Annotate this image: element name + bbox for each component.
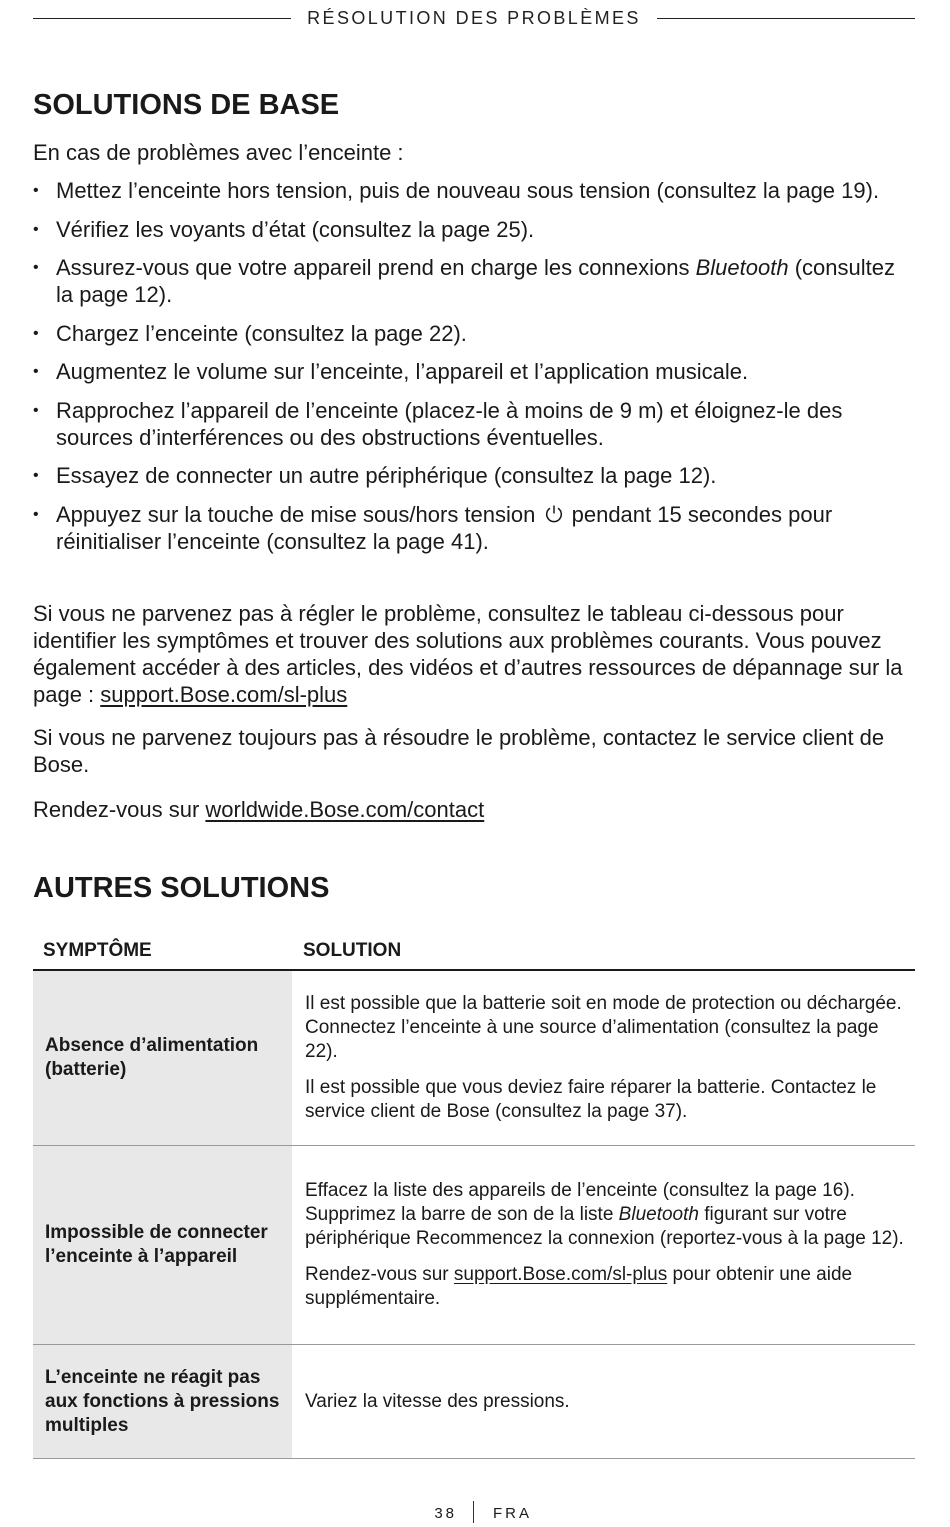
language-code: FRA xyxy=(493,1505,532,1522)
heading-other-solutions: AUTRES SOLUTIONS xyxy=(33,872,330,904)
bluetooth-term: Bluetooth xyxy=(618,1204,699,1225)
list-item xyxy=(33,320,915,347)
basic-solutions-list xyxy=(33,177,915,566)
symptom-cell: Impossible de connecter l’enceinte à l’appareil xyxy=(33,1146,292,1344)
paragraph-help-text: Si vous ne parvenez pas à régler le problème, consultez le tableau ci-dessous pour identifier les symptômes et trouver des solutions aux problèmes courants. Vous pouvez également accéder à des articles, des vidéos et d’autres ressources de dépannage sur la page : xyxy=(33,601,903,707)
solution-cell xyxy=(292,971,915,1145)
list-item xyxy=(33,254,915,308)
section-title: RÉSOLUTION DES PROBLÈMES xyxy=(307,8,641,28)
column-header-symptom: SYMPTÔME xyxy=(43,940,152,961)
symptom-cell: Absence d’alimentation (batterie) xyxy=(33,971,292,1145)
solution-cell xyxy=(292,1345,915,1458)
table-row xyxy=(33,1146,915,1345)
list-item-text: Appuyez sur la touche de mise sous/hors tension xyxy=(56,501,542,527)
table-row xyxy=(33,1345,915,1459)
page-number: 38 xyxy=(434,1505,457,1522)
paragraph-visit xyxy=(33,796,915,823)
solution-text xyxy=(305,1179,915,1251)
list-item-text: Vérifiez les voyants d’état (consultez la page 25). xyxy=(56,216,535,242)
list-item-text: Augmentez le volume sur l’enceinte, l’appareil et l’application musicale. xyxy=(56,359,749,384)
table-header xyxy=(33,933,915,971)
list-item xyxy=(33,462,915,489)
table-row xyxy=(33,971,915,1146)
section-header xyxy=(33,6,915,30)
list-item-text: Chargez l’enceinte (consultez la page 22). xyxy=(56,320,467,346)
heading-basic-solutions: SOLUTIONS DE BASE xyxy=(33,89,340,121)
footer-divider xyxy=(473,1501,474,1523)
list-item xyxy=(33,358,915,385)
contact-link[interactable]: worldwide.Bose.com/contact xyxy=(205,797,485,822)
support-link[interactable]: support.Bose.com/sl-plus xyxy=(100,682,348,707)
support-link[interactable]: support.Bose.com/sl-plus xyxy=(453,1264,668,1285)
list-item-text-end: pendant 15 secondes pour réinitialiser l’enceinte (consultez la page 41). xyxy=(56,501,833,554)
power-icon xyxy=(544,504,564,524)
column-header-solution: SOLUTION xyxy=(303,940,402,961)
solution-text: Variez la vitesse des pressions. xyxy=(305,1390,570,1412)
list-item-text-end: (consultez la page 12). xyxy=(56,255,895,307)
symptom-cell: L’enceinte ne réagit pas aux fonctions à pressions multiples xyxy=(33,1345,292,1458)
solution-text-end: pour obtenir une aide supplémentaire. xyxy=(305,1264,853,1309)
solution-text-start: Effacez la liste des appareils de l’enceinte (consultez la page 16). Supprimez la barre de son de la liste xyxy=(305,1180,855,1225)
page-footer xyxy=(33,1501,915,1527)
intro-text: En cas de problèmes avec l’enceinte : xyxy=(33,140,404,165)
list-item-text: Mettez l’enceinte hors tension, puis de nouveau sous tension (consultez la page 19). xyxy=(56,178,880,203)
list-item xyxy=(33,501,915,555)
bluetooth-term: Bluetooth xyxy=(695,255,789,280)
solution-text: Il est possible que vous deviez faire réparer la batterie. Contactez le service client de Bose (consultez la page 37). xyxy=(305,1077,877,1122)
list-item-text: Essayez de connecter un autre périphérique (consultez la page 12). xyxy=(56,463,717,488)
solution-text: Il est possible que la batterie soit en mode de protection ou déchargée. Connectez l’enceinte à une source d’alimentation (consultez la page 22). xyxy=(305,993,902,1062)
list-item-text: Assurez-vous que votre appareil prend en charge les connexions xyxy=(56,255,696,280)
paragraph-visit-text: Rendez-vous sur xyxy=(33,797,206,822)
solution-text xyxy=(305,1263,915,1311)
list-item xyxy=(33,216,915,243)
list-item xyxy=(33,397,915,451)
list-item-text: Rapprochez l’appareil de l’enceinte (placez-le à moins de 9 m) et éloignez-le des sources d’interférences ou des obstructions éventuelles. xyxy=(56,397,843,450)
header-rule-right xyxy=(657,18,915,19)
paragraph-help xyxy=(33,600,915,708)
paragraph-contact: Si vous ne parvenez toujours pas à résoudre le problème, contactez le service client de Bose. xyxy=(33,725,885,777)
troubleshooting-table xyxy=(33,933,915,1459)
solution-text-end: figurant sur votre périphérique Recommencez la connexion (reportez-vous à la page 12). xyxy=(305,1204,904,1249)
solution-cell xyxy=(292,1146,915,1344)
solution-text-start: Rendez-vous sur xyxy=(305,1264,454,1285)
list-item xyxy=(33,177,915,204)
